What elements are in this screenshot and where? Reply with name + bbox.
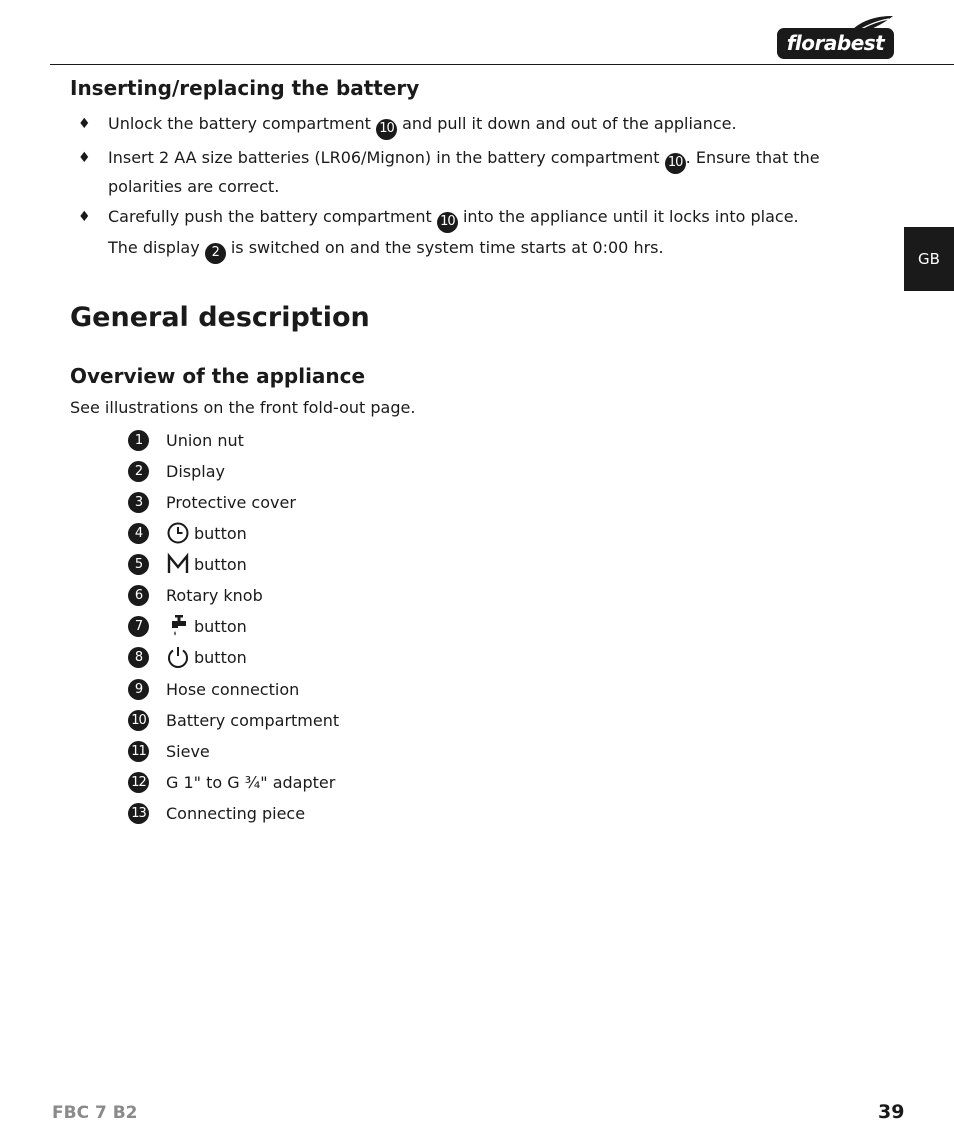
step-text: Unlock the battery compartment [108, 114, 376, 133]
part-number-badge: 8 [128, 647, 149, 668]
part-label: Sieve [166, 741, 210, 761]
clock-icon [166, 521, 190, 545]
part-number-badge: 10 [437, 212, 458, 233]
part-number-badge: 12 [128, 772, 149, 793]
battery-step-1 [108, 111, 878, 140]
list-item [128, 645, 247, 669]
part-number-badge: 10 [665, 153, 686, 174]
part-label: button [194, 616, 247, 636]
power-icon [166, 645, 190, 669]
part-label: Rotary knob [166, 585, 263, 605]
language-tab: GB [904, 227, 954, 291]
part-label: button [194, 523, 247, 543]
list-item [128, 614, 247, 638]
step-text: into the appliance until it locks into place. [457, 207, 799, 226]
tap-icon [166, 614, 190, 638]
part-number-badge: 4 [128, 523, 149, 544]
list-item [128, 770, 335, 794]
part-label: Connecting piece [166, 803, 306, 823]
page-title: General description [70, 302, 370, 333]
list-item [128, 428, 244, 452]
list-item [128, 801, 305, 825]
part-number-badge: 13 [128, 803, 149, 824]
section-title-overview: Overview of the appliance [70, 364, 366, 388]
footer-model: FBC 7 B2 [52, 1103, 138, 1123]
list-item [128, 552, 247, 576]
step-text: . Ensure that the polarities are correct. [108, 148, 820, 196]
part-label: Union nut [166, 430, 244, 450]
page-number: 39 [878, 1101, 905, 1123]
logo-text: florabest [786, 31, 885, 55]
part-label: Hose connection [166, 679, 300, 699]
list-item [128, 677, 299, 701]
part-number-badge: 6 [128, 585, 149, 606]
part-number-badge: 5 [128, 554, 149, 575]
list-item [128, 490, 296, 514]
step-text: Insert 2 AA size batteries (LR06/Mignon) in the battery compartment [108, 148, 665, 167]
part-number-badge: 10 [376, 119, 397, 140]
note-text: The display [108, 238, 205, 257]
part-number-badge: 7 [128, 616, 149, 637]
header-rule [50, 64, 954, 65]
battery-step-3 [108, 204, 878, 233]
part-label: button [194, 554, 247, 574]
brand-logo [777, 22, 895, 60]
part-number-badge: 1 [128, 430, 149, 451]
section-title-battery: Inserting/replacing the battery [70, 76, 420, 100]
part-number-badge: 2 [128, 461, 149, 482]
part-label: Protective cover [166, 492, 296, 512]
list-item [128, 459, 225, 483]
list-item [128, 708, 339, 732]
bullet-diamond-icon: ♦ [78, 209, 91, 225]
part-label: Battery compartment [166, 710, 340, 730]
part-number-badge: 10 [128, 710, 149, 731]
bullet-diamond-icon: ♦ [78, 150, 91, 166]
step-text: and pull it down and out of the appliance. [396, 114, 737, 133]
overview-intro: See illustrations on the front fold-out page. [70, 398, 416, 417]
part-label: G 1" to G ¾" adapter [166, 772, 336, 792]
part-number-badge: 9 [128, 679, 149, 700]
list-item [128, 583, 263, 607]
part-number-badge: 3 [128, 492, 149, 513]
part-label: button [194, 647, 247, 667]
part-number-badge: 2 [205, 243, 226, 264]
m-letter-icon [166, 552, 190, 576]
list-item [128, 521, 247, 545]
part-number-badge: 11 [128, 741, 149, 762]
step-text: Carefully push the battery compartment [108, 207, 437, 226]
battery-note [108, 235, 878, 264]
battery-step-2 [108, 145, 878, 200]
part-label: Display [166, 461, 225, 481]
note-text: is switched on and the system time starts at 0:00 hrs. [225, 238, 664, 257]
bullet-diamond-icon: ♦ [78, 116, 91, 132]
list-item [128, 739, 210, 763]
